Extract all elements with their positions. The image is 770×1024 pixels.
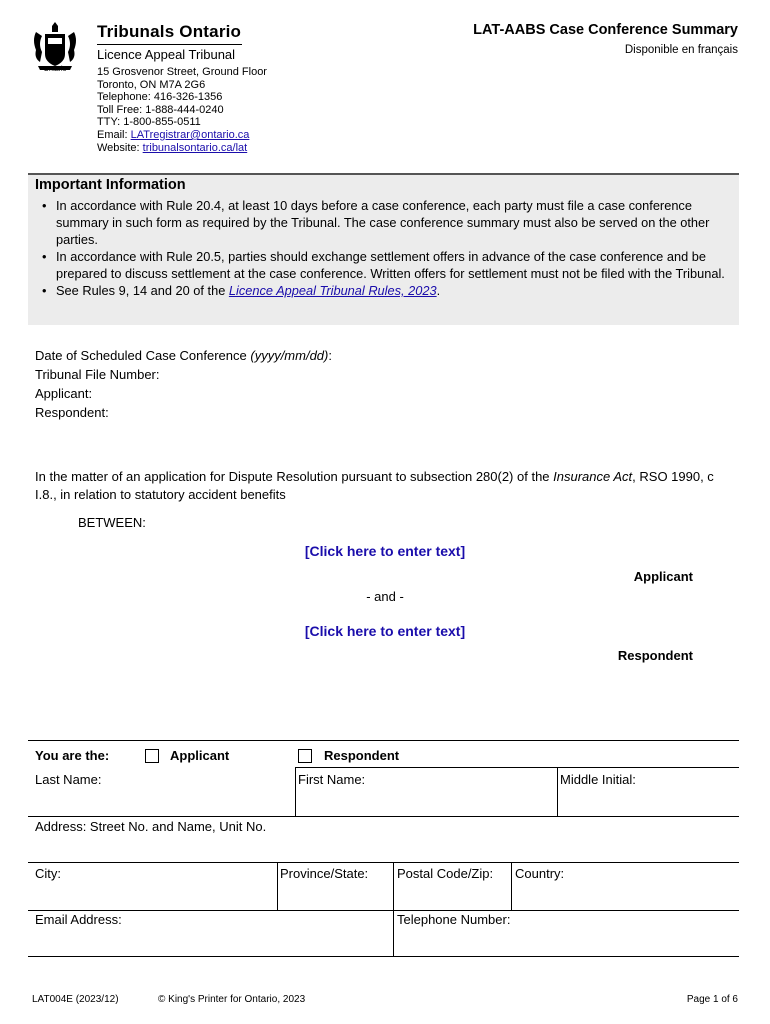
applicant-name-input[interactable]: [Click here to enter text] [304, 543, 466, 559]
applicant-option-label: Applicant [170, 748, 230, 763]
matter-suffix: , RSO 1990, c I.8., in relation to statutory accident benefits [35, 469, 714, 502]
important-list [42, 197, 732, 299]
country-field[interactable]: Country: [515, 866, 565, 881]
list-item: • In accordance with Rule 20.4, at least 10 days before a case conference, each party must file a case conference summary in such form as required by the Tribunal. The case conference summary must also be served on the other parties. [42, 197, 732, 248]
respondent-checkbox[interactable] [298, 749, 312, 763]
telephone: Telephone: 416-326-1356 [97, 91, 223, 104]
date-label: Date of Scheduled Case Conference [35, 348, 251, 363]
address-line: 15 Grosvenor Street, Ground Floor [97, 66, 267, 78]
province-field[interactable]: Province/State: [280, 866, 369, 881]
and-separator: - and - [366, 589, 404, 604]
email-line [97, 129, 267, 142]
applicant-checkbox[interactable] [145, 749, 159, 763]
form-bottom-rule [28, 956, 739, 957]
french-version-link[interactable]: Disponible en français [624, 44, 738, 56]
form-top-rule [28, 740, 739, 741]
ontario-caption: Ontario [43, 66, 67, 73]
applicant-entry-row [0, 543, 770, 559]
name-row-top-rule [295, 767, 739, 768]
name-divider [295, 767, 296, 816]
email-label: Email: [97, 128, 131, 141]
city-divider [511, 862, 512, 910]
applicant-role-label: Applicant [633, 569, 693, 584]
last-name-field[interactable]: Last Name: [35, 772, 102, 787]
city-field[interactable]: City: [35, 866, 61, 881]
important-information-box [28, 173, 739, 325]
form-code: LAT004E (2023/12) [32, 994, 119, 1005]
important-heading: Important Information [35, 177, 186, 193]
rules-link[interactable]: Licence Appeal Tribunal Rules, 2023 [228, 283, 437, 298]
postal-code-field[interactable]: Postal Code/Zip: [397, 866, 494, 881]
first-name-field[interactable]: First Name: [298, 772, 366, 787]
date-colon: : [328, 348, 332, 363]
city-divider [393, 862, 394, 956]
email-address-field[interactable]: Email Address: [35, 912, 122, 927]
contact-block [97, 66, 267, 154]
between-label: BETWEEN: [78, 515, 146, 530]
email-row-rule [28, 910, 739, 911]
toll-free: Toll Free: 1-888-444-0240 [97, 103, 224, 116]
respondent-field[interactable]: Respondent: [35, 405, 109, 420]
insurance-act: Insurance Act [553, 469, 633, 484]
matter-prefix: In the matter of an application for Dispute Resolution pursuant to subsection 280(2) of the [35, 469, 554, 484]
tribunal-file-number-field[interactable]: Tribunal File Number: [35, 367, 160, 382]
respondent-entry-row [0, 623, 770, 639]
city-row-rule [28, 862, 739, 863]
email-link[interactable]: LATregistrar@ontario.ca [130, 128, 250, 141]
address-row-rule [28, 816, 739, 817]
website-label: Website: [97, 141, 143, 154]
list-item [42, 282, 732, 299]
tty: TTY: 1-800-855-0511 [97, 116, 201, 129]
tribunal-name: Licence Appeal Tribunal [97, 47, 236, 62]
applicant-field[interactable]: Applicant: [35, 386, 93, 401]
name-divider [557, 767, 558, 816]
date-format: (yyyy/mm/dd) [250, 348, 329, 363]
address-field[interactable]: Address: Street No. and Name, Unit No. [35, 819, 267, 834]
city-divider [277, 862, 278, 910]
respondent-option-label: Respondent [324, 748, 400, 763]
website-link[interactable]: tribunalsontario.ca/lat [142, 141, 248, 154]
copyright: © King's Printer for Ontario, 2023 [158, 994, 306, 1005]
matter-text [35, 468, 725, 504]
org-divider [97, 44, 242, 45]
date-field-label[interactable] [35, 348, 332, 363]
telephone-number-field[interactable]: Telephone Number: [397, 912, 511, 927]
you-are-label: You are the: [35, 748, 110, 763]
bullet-text: . [436, 283, 441, 298]
bullet-text: See Rules 9, 14 and 20 of the [56, 283, 229, 298]
respondent-role-label: Respondent [617, 648, 693, 663]
respondent-name-input[interactable]: [Click here to enter text] [304, 623, 466, 639]
address-line: Toronto, ON M7A 2G6 [97, 78, 206, 91]
page-number: Page 1 of 6 [686, 994, 738, 1005]
website-line [97, 142, 267, 155]
form-title: LAT-AABS Case Conference Summary [473, 22, 738, 38]
org-name: Tribunals Ontario [97, 22, 242, 41]
middle-initial-field[interactable]: Middle Initial: [560, 772, 636, 787]
list-item: • In accordance with Rule 20.5, parties should exchange settlement offers in advance of the case conference and be prepared to discuss settlement at the case conference. Written offers for settlement must not be filed with the Tribunal. [42, 248, 732, 282]
